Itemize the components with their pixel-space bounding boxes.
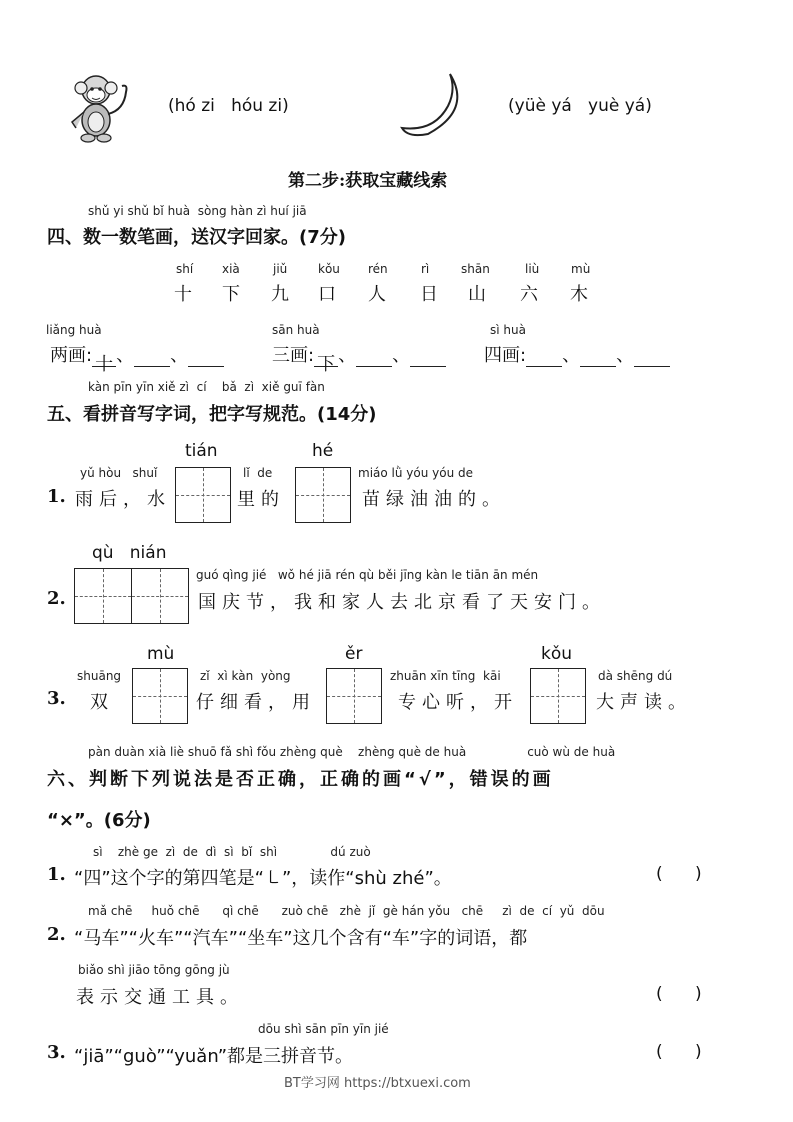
char-pinyin: shān [461, 262, 490, 276]
item-pinyin: biǎo shì jiāo tōng gōng jù [78, 963, 230, 977]
item-text: 里的 [237, 489, 285, 510]
separator: 、 [616, 345, 635, 366]
writing-box-qu[interactable] [74, 568, 132, 624]
answer-parens[interactable]: ( ) [656, 864, 702, 884]
char: 九 [271, 284, 289, 305]
separator: 、 [338, 345, 357, 366]
q4-title: 四、数一数笔画，送汉字回家。(7分) [47, 227, 346, 248]
item-pinyin: mǎ chē huǒ chē qì chē zuò chē zhè jǐ gè hán yǒu chē zì de cí yǔ dōu [88, 904, 605, 918]
item-pinyin: zhuān xīn tīng kāi [390, 669, 501, 683]
answer-blank[interactable] [526, 350, 562, 367]
item-number: 3. [47, 688, 66, 709]
answer-blank[interactable] [314, 350, 338, 375]
char-pinyin: mù [571, 262, 591, 276]
writing-box-er[interactable] [326, 668, 382, 724]
separator: 、 [562, 345, 581, 366]
group-pinyin: liǎng huà [46, 323, 102, 337]
item-text: “四”这个字的第四笔是“㇄”，读作“shù zhé”。 [74, 868, 452, 889]
box-pinyin: hé [312, 441, 334, 461]
box-pinyin: mù [147, 644, 175, 664]
separator: 、 [116, 345, 135, 366]
group-three-strokes [272, 341, 446, 375]
answer-blank[interactable] [356, 350, 392, 367]
item-pinyin: yǔ hòu shuǐ [80, 466, 158, 480]
answer-filled: 下 [317, 354, 336, 375]
item-text: “jiā”“guò”“yuǎn”都是三拼音节。 [74, 1046, 354, 1067]
char: 日 [420, 284, 438, 305]
writing-box-tian[interactable] [175, 467, 231, 523]
q4-char-list [170, 262, 610, 306]
item-number: 2. [47, 924, 66, 945]
separator: 、 [170, 345, 189, 366]
q5-title-pinyin: kàn pīn yīn xiě zì cí bǎ zì xiě guī fàn [88, 380, 325, 394]
box-pinyin: tián [185, 441, 218, 461]
item-pinyin: miáo lǜ yóu yóu de [358, 466, 474, 480]
char-pinyin: liù [525, 262, 540, 276]
char: 下 [222, 284, 240, 305]
item-text: 专心听，开 [398, 692, 518, 713]
item-text: 仔细看，用 [196, 692, 316, 713]
item-number: 1. [47, 486, 66, 507]
group-four-strokes [484, 341, 670, 367]
char: 十 [174, 284, 192, 305]
char-pinyin: rì [421, 262, 430, 276]
char-pinyin: rén [368, 262, 388, 276]
item-pinyin: guó qìng jié wǒ hé jiā rén qù běi jīng kàn le tiān ān mén [196, 568, 539, 582]
q4-title-pinyin: shǔ yi shǔ bǐ huà sòng hàn zì huí jiā [88, 204, 307, 218]
item-number: 2. [47, 588, 66, 609]
q6-title: 六、判断下列说法是否正确，正确的画“√”，错误的画 [47, 769, 554, 790]
char-pinyin: jiǔ [273, 262, 288, 276]
answer-parens[interactable]: ( ) [656, 1042, 702, 1062]
writing-box-mu[interactable] [132, 668, 188, 724]
step-title: 第二步:获取宝藏线索 [288, 171, 448, 191]
char-pinyin: shí [176, 262, 194, 276]
item-text: 苗绿油油的。 [362, 489, 506, 510]
writing-box-nian[interactable] [131, 568, 189, 624]
group-label: 四画: [484, 345, 527, 366]
group-label: 三画: [272, 345, 315, 366]
answer-blank[interactable] [634, 350, 670, 367]
word2-pinyin: (yüè yá yuè yá) [508, 96, 652, 116]
group-label: 两画: [50, 345, 93, 366]
box-pinyin: kǒu [541, 644, 573, 664]
item-text: 大声读。 [596, 692, 692, 713]
item-pinyin: sì zhè ge zì de dì sì bǐ shì dú zuò [93, 845, 371, 859]
q6-title-cont: “×”。(6分) [47, 810, 151, 831]
answer-blank[interactable] [410, 350, 446, 367]
answer-blank[interactable] [92, 350, 116, 375]
moon-illustration [398, 70, 468, 140]
item-pinyin: lǐ de [243, 466, 273, 480]
box-pinyin: ěr [345, 644, 363, 664]
q6-title-pinyin: pàn duàn xià liè shuō fǎ shì fǒu zhèng què zhèng què de huà cuò wù de huà [88, 745, 616, 759]
char: 口 [318, 284, 336, 305]
item-text: 国庆节，我和家人去北京看了天安门。 [198, 592, 606, 613]
item-pinyin: zǐ xì kàn yòng [200, 669, 291, 683]
char: 六 [520, 284, 538, 305]
separator: 、 [392, 345, 411, 366]
answer-blank[interactable] [580, 350, 616, 367]
group-pinyin: sān huà [272, 323, 320, 337]
answer-blank[interactable] [134, 350, 170, 367]
char-pinyin: kǒu [318, 262, 340, 276]
box-pinyin: qù nián [92, 543, 167, 563]
answer-parens[interactable]: ( ) [656, 984, 702, 1004]
answer-blank[interactable] [188, 350, 224, 367]
item-pinyin: dōu shì sān pīn yīn jié [258, 1022, 389, 1036]
group-two-strokes [50, 341, 224, 375]
q5-title: 五、看拼音写字词，把字写规范。(14分) [47, 404, 377, 425]
char: 木 [570, 284, 588, 305]
item-text: 雨后，水 [75, 489, 171, 510]
item-number: 3. [47, 1042, 66, 1063]
item-text: 双 [90, 692, 114, 713]
item-text: “马车”“火车”“汽车”“坐车”这几个含有“车”字的词语，都 [74, 928, 528, 949]
writing-box-he[interactable] [295, 467, 351, 523]
group-pinyin: sì huà [490, 323, 526, 337]
item-number: 1. [47, 864, 66, 885]
writing-box-kou[interactable] [530, 668, 586, 724]
footer-watermark[interactable]: BT学习网 https://btxuexi.com [284, 1076, 471, 1091]
word1-pinyin: (hó zi hóu zi) [168, 96, 289, 116]
char: 人 [368, 284, 386, 305]
answer-filled: 十 [95, 354, 114, 375]
item-text: 表示交通工具。 [76, 987, 244, 1008]
item-pinyin: shuāng [77, 669, 122, 683]
item-pinyin: dà shēng dú [598, 669, 673, 683]
monkey-illustration [66, 70, 132, 144]
char-pinyin: xià [222, 262, 240, 276]
char: 山 [468, 284, 486, 305]
